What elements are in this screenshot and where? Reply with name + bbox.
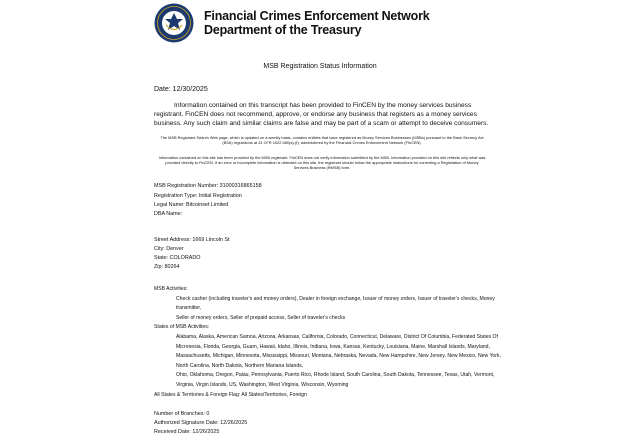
msb-activities-label: MSB Activities: [154,286,188,292]
states-list: Alabama, Alaska, American Samoa, Arizona, Arkansas, California, Colorado, Connecticut, Delaware, District Of Columbia, Federated States Of Micronesia, Florida, Georgia, Guam, Hawaii, Idaho, Illinois, Indiana, Iowa, Kansas, Kentucky, Louisiana, Maine, Marshall Islands, Maryland, Massachusetts, Michigan, Minnesota, Mississippi, Missouri, Montana, Nebraska, Nevada, New Hampshire, New Jersey, New Mexico, New York, North Carolina, North Dakota, Northern Mariana Islands, [176,333,501,369]
authorized-signature-date: Authorized Signature Date: 12/26/2025 [154,420,248,426]
msb-activities-text: Check casher (including traveler's and money orders), Dealer in foreign exchange, Issuer of money orders, Issuer of traveler's checks, Money transmitter, [176,295,495,312]
states-of-activities-label: States of MSB Activities: [154,324,210,331]
legal-name: Legal Name: Bitcoinset Limited [154,202,229,208]
dba-name: DBA Name: [154,211,183,217]
disclaimer-paragraph-1: The MSB Registrant Search Web page, which is updated on a weekly basis, contains entities that have registered as Money Services Businesses (MSBs) pursuant to the Bank Secrecy Act (BSA) regulations at 31 CFR 1022.380(a)-(f), administered by the Financial Crimes Enforcement Network (FinCEN). [160,135,484,145]
states-list-continued: Ohio, Oklahoma, Oregon, Palau, Pennsylvania, Puerto Rico, Rhode Island, South Carolina, South Dakota, Tennessee, Texas, Utah, Vermont, Virginia, Virgin Islands, US, Washington, West Virginia, Wisconsin, Wyoming [176,372,495,388]
zip-code: Zip: 80264 [154,264,180,270]
intro-paragraph: Information contained on this transcript has been provided to FinCEN by the money services business registrant. FinCEN does not recommend, approve, or endorse any business that registers as a money services business. Any such claim and similar claims are false and may be part of a scam or attempt to deceive consumers. [154,102,489,127]
registration-type: Registration Type: Initial Registration [154,193,242,199]
msb-activities-text-continued: Seller of money orders, Seller of prepaid access, Seller of traveler's checks [176,314,346,321]
received-date: Received Date: 12/26/2025 [154,429,220,435]
msb-activities-section [154,285,504,400]
street-address: Street Address: 1669 Lincoln St [154,237,230,243]
document-title: MSB Registration Status Information [263,63,377,70]
all-states-flag: All States & Territories & Foreign Flag: All States/Territories, Foreign [154,391,307,398]
agency-name-line2: Department of the Treasury [204,23,362,37]
number-of-branches: Number of Branches: 0 [154,411,210,417]
agency-name [204,9,430,37]
agency-name-line1: Financial Crimes Enforcement Network [204,9,430,23]
disclaimer-paragraph-2: Information contained on this site has been provided by the MSB registrant. FinCEN does not verify information submitted by the MSB. Information provided on this site reflects only what was provided directly to FinCEN. If an error or incomplete information is detected on this site, the registrant should follow the appropriate instructions for correcting a Registration of Money Services Business (RMSB) form. [158,155,486,170]
state: State: COLORADO [154,255,201,261]
city: City: Denver [154,246,184,252]
department-seal-icon [154,3,194,43]
registration-number: MSB Registration Number: 31000316865158 [154,183,262,189]
page-header [154,3,484,43]
document-date: Date: 12/30/2025 [154,86,208,93]
